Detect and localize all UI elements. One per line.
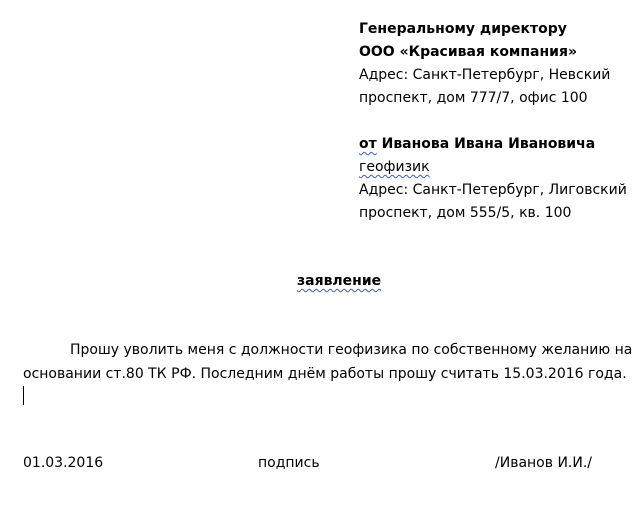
recipient-address-line2: проспект, дом 777/7, офис 100 [359,90,588,106]
footer-name: /Иванов И.И./ [495,455,593,471]
footer-date: 01.03.2016 [23,455,104,471]
recipient-company: ООО «Красивая компания» [359,44,578,60]
sender-address-line1: Адрес: Санкт-Петербург, Лиговский [359,182,627,198]
sender-address-line2: проспект, дом 555/5, кв. 100 [359,205,572,221]
document-title-text: заявление [297,273,382,289]
footer-signature: подпись [258,455,320,471]
sender-name: Иванова Ивана Ивановича [376,136,596,152]
sender-position [359,157,430,177]
body-line1: Прошу уволить меня с должности геофизика по собственному желанию на [70,342,633,358]
text-cursor [23,386,24,405]
recipient-address-line1: Адрес: Санкт-Петербург, Невский [359,67,611,83]
from-word: от [359,136,377,152]
sender-position-text: геофизик [359,159,430,175]
body-line2: основании ст.80 ТК РФ. Последним днём работы прошу считать 15.03.2016 года. [23,366,627,382]
document-title [297,271,381,291]
recipient-title: Генеральному директору [359,21,567,37]
sender-name-line [359,134,595,154]
